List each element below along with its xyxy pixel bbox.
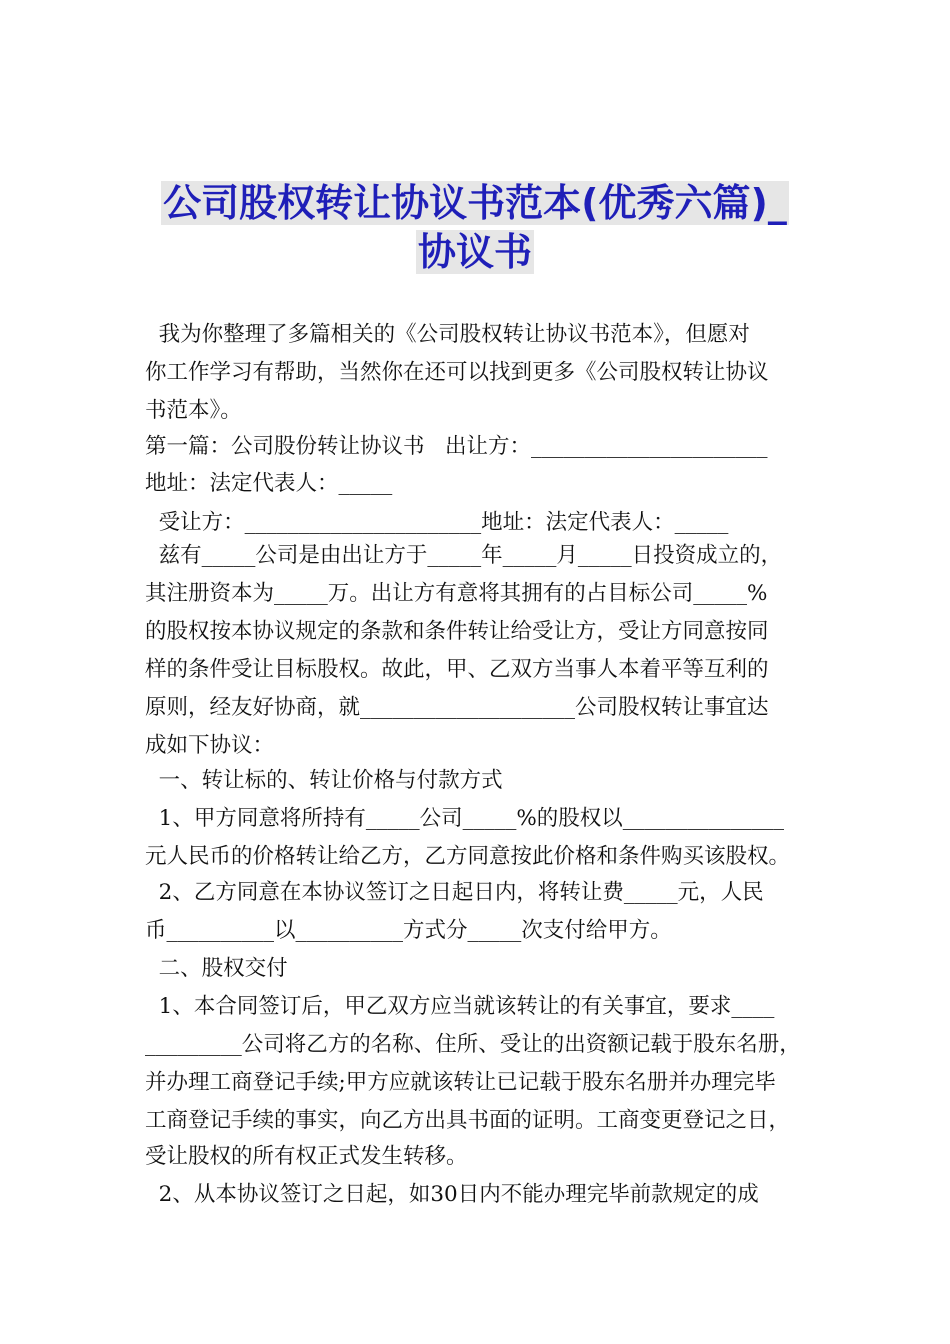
document-title-line-2: 协议书 <box>417 230 532 274</box>
body-line: 第一篇：公司股份转让协议书 出让方：______________________ <box>145 434 768 459</box>
section-heading: 一、转让标的、转让价格与付款方式 <box>145 768 503 793</box>
body-line: 地址：法定代表人：_____ <box>145 471 393 496</box>
body-line: 2、乙方同意在本协议签订之日起日内，将转让费_____元，人民 <box>145 880 764 905</box>
body-line: 受让股权的所有权正式发生转移。 <box>145 1144 468 1169</box>
body-line: _________公司将乙方的名称、住所、受让的出资额记载于股东名册， <box>145 1032 801 1057</box>
body-line: 币__________以__________方式分_____次支付给甲方。 <box>145 918 672 943</box>
section-heading: 二、股权交付 <box>145 956 288 981</box>
body-line: 其注册资本为_____万。出让方有意将其拥有的占目标公司_____% <box>145 581 768 606</box>
body-line: 你工作学习有帮助，当然你在还可以找到更多《公司股权转让协议 <box>145 360 769 385</box>
body-line: 元人民币的价格转让给乙方，乙方同意按此价格和条件购买该股权。 <box>145 844 791 869</box>
body-line: 1、甲方同意将所持有_____公司_____%的股权以_______________ <box>145 806 785 831</box>
body-line: 我为你整理了多篇相关的《公司股权转让协议书范本》，但愿对 <box>145 322 750 347</box>
body-line: 兹有_____公司是由出让方于_____年_____月_____日投资成立的， <box>145 543 783 568</box>
body-line: 工商登记手续的事实，向乙方出具书面的证明。工商变更登记之日， <box>145 1108 791 1133</box>
body-line: 原则，经友好协商，就____________________公司股权转让事宜达 <box>145 695 769 720</box>
body-line: 样的条件受让目标股权。故此，甲、乙双方当事人本着平等互利的 <box>145 657 769 682</box>
body-line: 成如下协议： <box>145 733 275 758</box>
body-line: 2、从本协议签订之日起，如30日内不能办理完毕前款规定的成 <box>145 1182 759 1207</box>
body-line: 1、本合同签订后，甲乙双方应当就该转让的有关事宜，要求____ <box>145 994 775 1019</box>
body-line: 书范本》。 <box>145 398 242 423</box>
body-line: 的股权按本协议规定的条款和条件转让给受让方，受让方同意按同 <box>145 619 769 644</box>
body-line: 并办理工商登记手续;甲方应就该转让已记载于股东名册并办理完毕 <box>145 1070 776 1095</box>
body-line: 受让方：______________________地址：法定代表人：_____ <box>145 510 729 535</box>
document-title-line-1: 公司股权转让协议书范本(优秀六篇)_ <box>163 181 787 225</box>
